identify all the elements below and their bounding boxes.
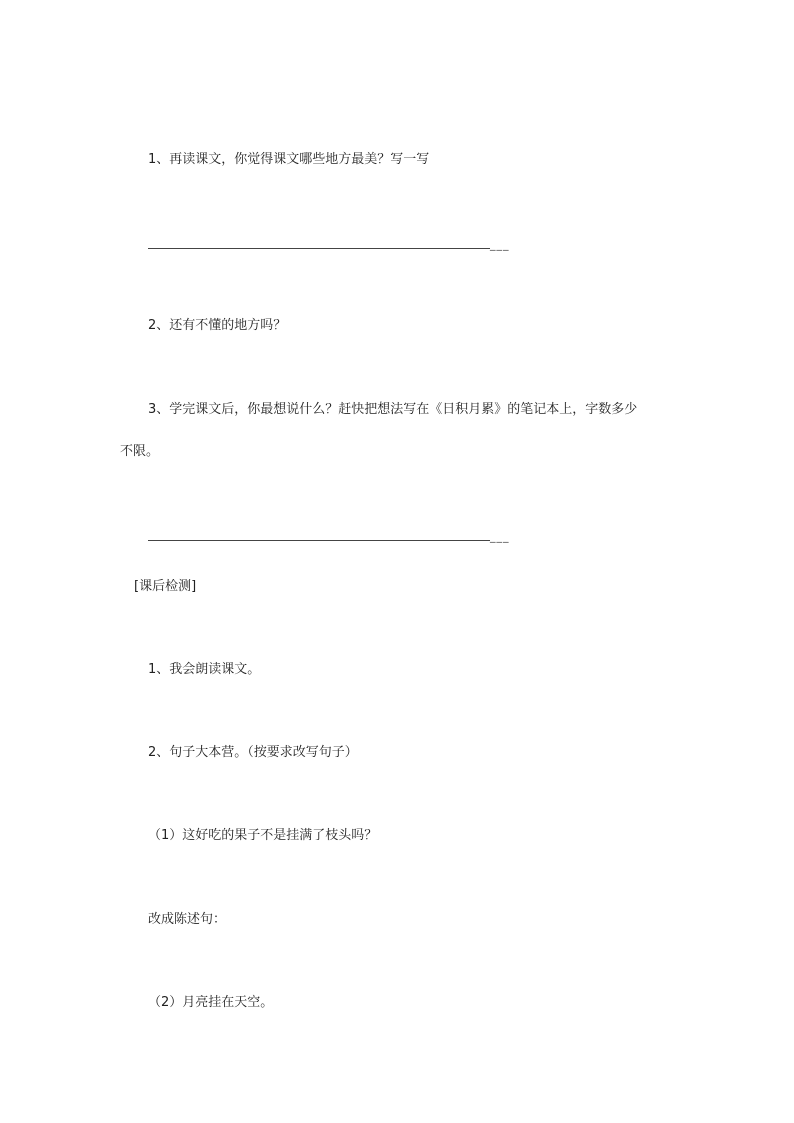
section-title: [课后检测] xyxy=(134,579,197,594)
answer-line-2-tail: ___ xyxy=(490,530,510,543)
answer-line-2 xyxy=(148,540,490,541)
answer-line-1 xyxy=(148,248,490,249)
question-1: 1、再读课文，你觉得课文哪些地方最美？写一写 xyxy=(148,152,430,167)
question-3-line-1: 3、学完课文后，你最想说什么？赶快把想法写在《日积月累》的笔记本上，字数多少 xyxy=(148,402,638,417)
question-2: 2、还有不懂的地方吗？ xyxy=(148,318,287,333)
post-test-sub-2: （2）月亮挂在天空。 xyxy=(148,995,274,1010)
question-3-line-2: 不限。 xyxy=(120,444,160,459)
post-test-sub-1-instruction: 改成陈述句： xyxy=(148,912,227,927)
post-test-sub-1: （1）这好吃的果子不是挂满了枝头吗？ xyxy=(148,828,378,843)
post-test-item-1: 1、我会朗读课文。 xyxy=(148,662,261,677)
post-test-item-2: 2、句子大本营。（按要求改写句子） xyxy=(148,745,358,760)
answer-line-1-tail: ___ xyxy=(490,238,510,251)
